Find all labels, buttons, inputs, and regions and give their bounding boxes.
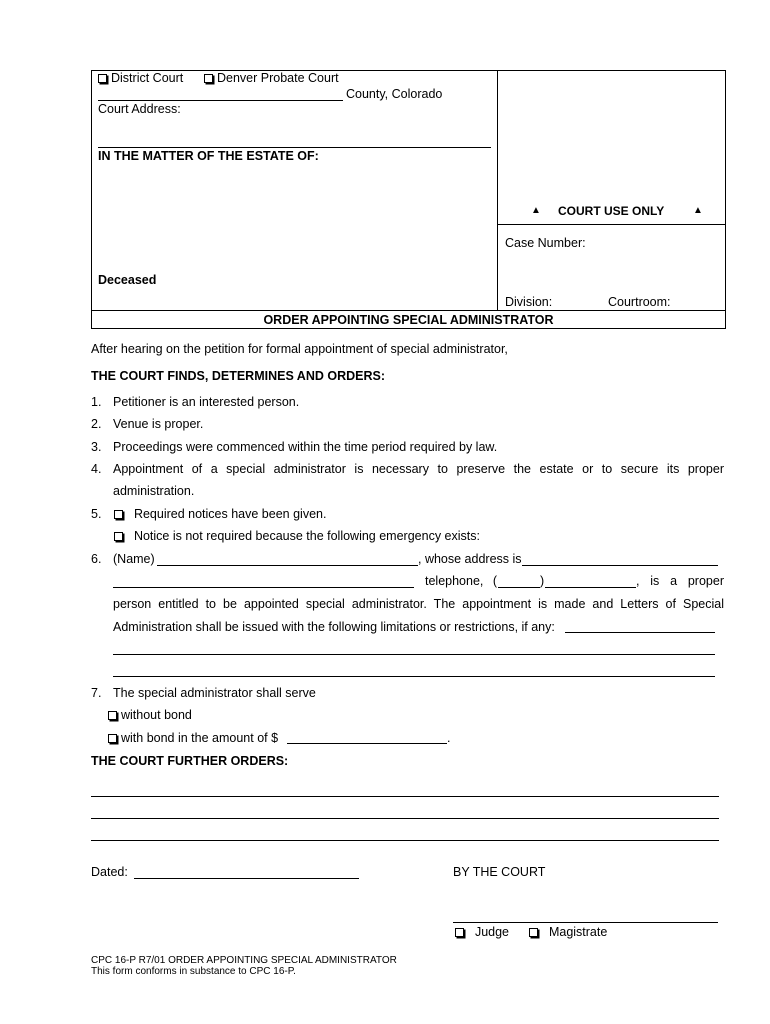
- court-use-only-label: COURT USE ONLY: [558, 204, 665, 218]
- address-label: , whose address is: [418, 552, 522, 566]
- restrictions-blank[interactable]: [565, 632, 715, 633]
- intro-text: After hearing on the petition for formal appointment of special administrator,: [91, 342, 508, 356]
- courtroom-label: Courtroom:: [608, 295, 671, 309]
- footer-conformance: This form conforms in substance to CPC 16-P.: [91, 966, 296, 977]
- item-text: administration.: [113, 484, 195, 498]
- further-orders-blank-2[interactable]: [91, 818, 719, 819]
- area-code-blank[interactable]: [498, 587, 540, 588]
- notices-given-option[interactable]: Required notices have been given.: [114, 507, 326, 521]
- item-number: 3.: [91, 440, 102, 454]
- item-text: Appointment of a special administrator is necessary to preserve the estate or to secure its proper: [113, 462, 724, 476]
- address-blank[interactable]: [522, 565, 718, 566]
- without-bond-option[interactable]: without bond: [108, 708, 192, 722]
- dated-blank[interactable]: [134, 878, 359, 879]
- without-bond-checkbox[interactable]: [108, 711, 117, 720]
- judge-checkbox[interactable]: [455, 928, 464, 937]
- item-number: 5.: [91, 507, 102, 521]
- county-blank[interactable]: [98, 100, 343, 101]
- item-number: 1.: [91, 395, 102, 409]
- item-text: Administration shall be issued with the following limitations or restrictions, if any:: [113, 620, 555, 634]
- footer-form-id: CPC 16-P R7/01 ORDER APPOINTING SPECIAL ADMINISTRATOR: [91, 955, 397, 966]
- further-orders-blank-3[interactable]: [91, 840, 719, 841]
- item-number: 6.: [91, 552, 102, 566]
- notices-given-checkbox[interactable]: [114, 510, 123, 519]
- item-number: 7.: [91, 686, 102, 700]
- dated-label: Dated:: [91, 865, 128, 879]
- finds-heading: THE COURT FINDS, DETERMINES AND ORDERS:: [91, 369, 385, 383]
- case-number-label: Case Number:: [505, 236, 586, 250]
- item-number: 2.: [91, 417, 102, 431]
- telephone-label: telephone, (: [425, 574, 498, 588]
- by-the-court-label: BY THE COURT: [453, 865, 546, 879]
- district-court-option[interactable]: District Court: [98, 71, 183, 85]
- page-title: ORDER APPOINTING SPECIAL ADMINISTRATOR: [263, 313, 554, 327]
- up-arrow-icon: ▲: [693, 205, 703, 216]
- restrictions-blank-3[interactable]: [113, 676, 715, 677]
- judge-option[interactable]: Judge: [455, 925, 509, 939]
- name-label: (Name): [113, 552, 155, 566]
- magistrate-checkbox[interactable]: [529, 928, 538, 937]
- further-orders-heading: THE COURT FURTHER ORDERS:: [91, 754, 289, 768]
- signature-line[interactable]: [453, 922, 718, 923]
- notice-not-required-checkbox[interactable]: [114, 532, 123, 541]
- county-label: County, Colorado: [346, 87, 443, 101]
- item-number: 4.: [91, 462, 102, 476]
- with-bond-checkbox[interactable]: [108, 734, 117, 743]
- notice-not-required-option[interactable]: Notice is not required because the following emergency exists:: [114, 529, 480, 543]
- court-address-blank[interactable]: [98, 147, 491, 148]
- item-text: Proceedings were commenced within the time period required by law.: [113, 440, 498, 454]
- telephone-paren: ): [540, 574, 545, 588]
- telephone-blank[interactable]: [545, 587, 636, 588]
- item-text: Venue is proper.: [113, 417, 204, 431]
- division-label: Division:: [505, 295, 553, 309]
- further-orders-blank[interactable]: [91, 796, 719, 797]
- magistrate-option[interactable]: Magistrate: [529, 925, 607, 939]
- bond-amount-blank[interactable]: [287, 743, 447, 744]
- with-bond-option[interactable]: with bond in the amount of $: [108, 731, 278, 745]
- bond-period: .: [447, 731, 451, 745]
- proper-label: , is a proper: [636, 574, 724, 588]
- restrictions-blank-2[interactable]: [113, 654, 715, 655]
- address-blank-2[interactable]: [113, 587, 414, 588]
- estate-matter-label: IN THE MATTER OF THE ESTATE OF:: [98, 149, 319, 163]
- deceased-label: Deceased: [98, 273, 157, 287]
- denver-probate-checkbox[interactable]: [204, 74, 213, 83]
- court-address-label: Court Address:: [98, 102, 181, 116]
- name-blank[interactable]: [157, 565, 418, 566]
- district-court-checkbox[interactable]: [98, 74, 107, 83]
- item-text: The special administrator shall serve: [113, 686, 316, 700]
- item-text: Petitioner is an interested person.: [113, 395, 300, 409]
- item-text: person entitled to be appointed special administrator. The appointment is made and Letters of Special: [113, 597, 724, 611]
- up-arrow-icon: ▲: [531, 205, 541, 216]
- denver-probate-option[interactable]: Denver Probate Court: [204, 71, 339, 85]
